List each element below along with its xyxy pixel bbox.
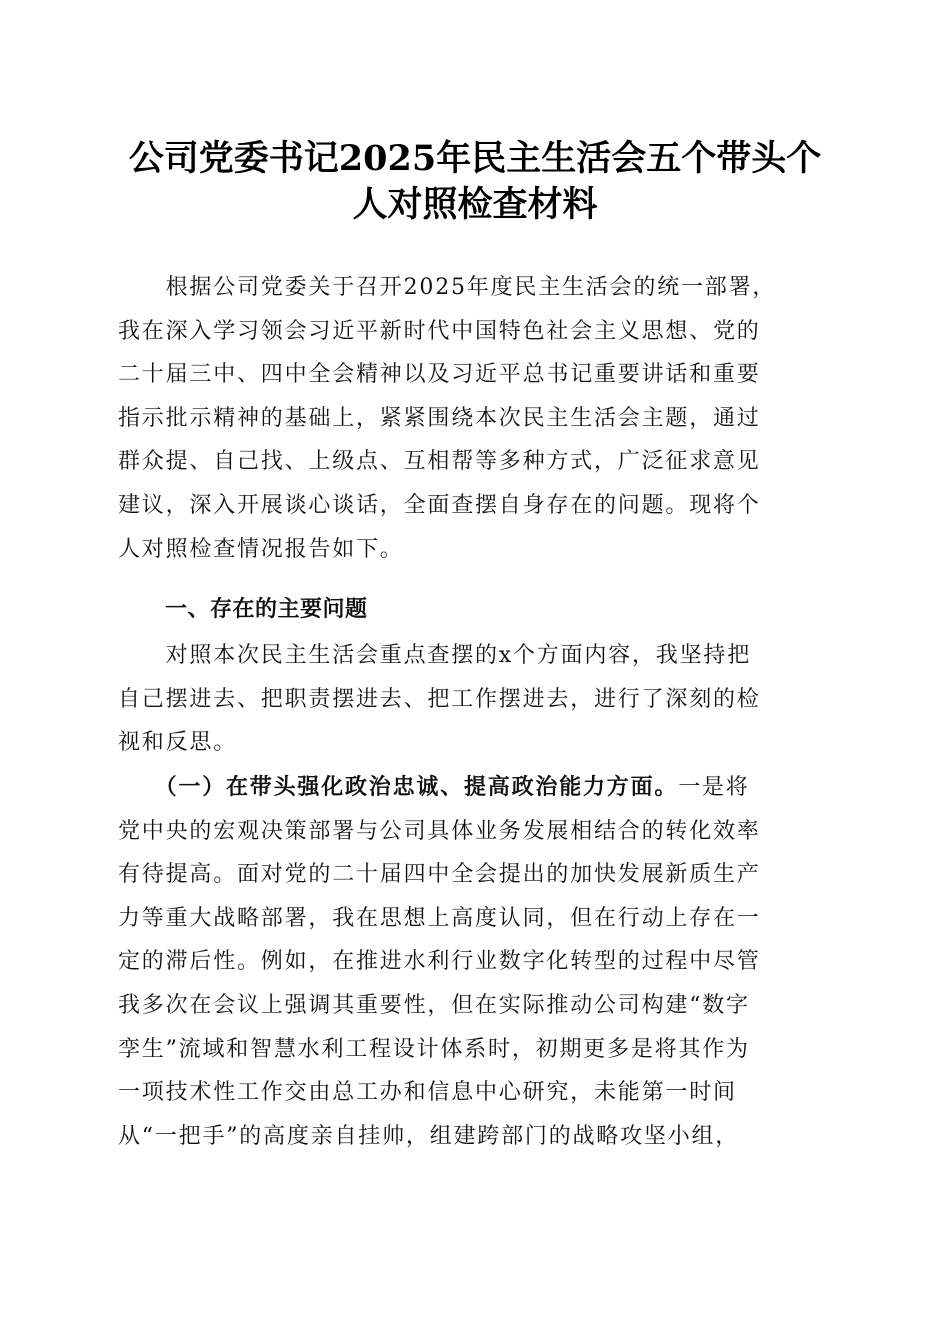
subsection-first-rest: 一是将 (678, 775, 750, 800)
intro-line: 建议，深入开展谈心谈话，全面查摆自身存在的问题。现将个 (118, 492, 761, 518)
section-heading: 一、存在的主要问题 (165, 597, 368, 622)
subsection-paragraph (118, 766, 832, 1158)
subsection-line: 我多次在会议上强调其重要性，但在实际推动公司构建“数字 (118, 992, 750, 1018)
section-intro-line: 对照本次民主生活会重点查摆的x个方面内容，我坚持把 (118, 643, 752, 668)
section-intro-paragraph (118, 634, 832, 765)
subsection-line: 党中央的宏观决策部署与公司具体业务发展相结合的转化效率 (118, 818, 761, 844)
intro-line: 指示批示精神的基础上，紧紧围绕本次民主生活会主题，通过 (118, 405, 761, 431)
subsection-line: 从“一把手”的高度亲自挂帅，组建跨部门的战略攻坚小组， (118, 1123, 740, 1149)
intro-line: 群众提、自己找、上级点、互相帮等多种方式，广泛征求意见 (118, 449, 761, 475)
subsection-line: 一项技术性工作交由总工办和信息中心研究，未能第一时间 (118, 1080, 737, 1106)
section-intro-line: 自己摆进去、把职责摆进去、把工作摆进去，进行了深刻的检 (118, 686, 761, 712)
subsection-line: 力等重大战略部署，我在思想上高度认同，但在行动上存在一 (118, 905, 761, 931)
intro-line: 根据公司党委关于召开2025年度民主生活会的统一部署， (118, 275, 777, 300)
subsection-line: 有待提高。面对党的二十届四中全会提出的加快发展新质生产 (118, 862, 761, 888)
title-line-1: 公司党委书记2025年民主生活会五个带头个 (128, 138, 822, 179)
subsection-lead: （一）在带头强化政治忠诚、提高政治能力方面。 (118, 774, 679, 800)
title-line-2: 人对照检查材料 (352, 184, 598, 225)
subsection-line: 定的滞后性。例如，在推进水利行业数字化转型的过程中尽管 (118, 949, 761, 975)
intro-paragraph (118, 266, 832, 571)
intro-line: 二十届三中、四中全会精神以及习近平总书记重要讲话和重要 (118, 362, 761, 388)
intro-line: 人对照检查情况报告如下。 (118, 536, 404, 562)
subsection-line: 孪生”流域和智慧水利工程设计体系时，初期更多是将其作为 (118, 1036, 750, 1062)
subsection-first-line (118, 766, 832, 810)
document-title (100, 136, 850, 228)
intro-line: 我在深入学习领会习近平新时代中国特色社会主义思想、党的 (118, 318, 761, 344)
section-intro-line: 视和反思。 (118, 730, 238, 756)
